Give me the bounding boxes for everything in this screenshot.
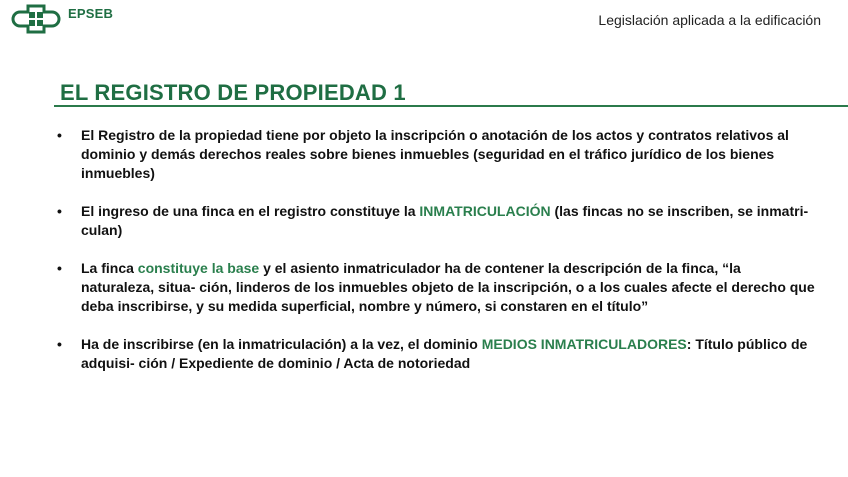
- bullet-dot: •: [57, 260, 62, 276]
- bullet-dot: •: [57, 336, 62, 352]
- highlight-term: MEDIOS INMATRICULADORES: [481, 336, 687, 352]
- bullet-dot: •: [57, 203, 62, 219]
- highlight-term: INMATRICULACIÓN: [419, 203, 551, 219]
- course-title: Legislación aplicada a la edificación: [598, 12, 821, 28]
- bullet-text: [81, 259, 815, 316]
- title-divider: [54, 105, 848, 107]
- bullet-text-post: (las fincas no se inscriben, se inmatri- culan): [81, 203, 809, 238]
- bullet-text-pre: Ha de inscribirse (en la inmatriculación) a la vez, el dominio: [81, 336, 482, 352]
- slide-title: EL REGISTRO DE PROPIEDAD 1: [60, 80, 406, 105]
- bullet-text-pre: La finca: [81, 260, 138, 276]
- highlight-term: constituye la base: [137, 260, 260, 276]
- bullet-item: [55, 335, 815, 373]
- bullet-text-pre: El ingreso de una finca en el registro constituye la: [81, 203, 420, 219]
- epseb-logo-icon: [10, 4, 62, 34]
- bullet-text-post: y el asiento inmatriculador ha de contener la descripción de la finca, “la naturaleza, situa- ción, linderos de los inmuebles objeto de la inscripción, o a los cuales afecte el derecho que deba inscribirse, y su medida superficial, nombre y número, si constaren en el título”: [81, 260, 815, 314]
- bullet-text: [81, 335, 815, 373]
- bullet-text: [81, 202, 815, 240]
- bullet-item: [55, 259, 815, 316]
- bullet-list: [55, 126, 815, 392]
- bullet-item: [55, 126, 815, 183]
- bullet-item: [55, 202, 815, 240]
- bullet-text: El Registro de la propiedad tiene por objeto la inscripción o anotación de los actos y contratos relativos al dominio y demás derechos reales sobre bienes inmuebles (seguridad en el tráfico jurídico de los bienes inmuebles): [81, 127, 789, 181]
- bullet-dot: •: [57, 127, 62, 143]
- bullet-text-post: : Título público de adquisi- ción / Expediente de dominio / Acta de notoriedad: [81, 336, 808, 371]
- brand-name: EPSEB: [68, 6, 114, 21]
